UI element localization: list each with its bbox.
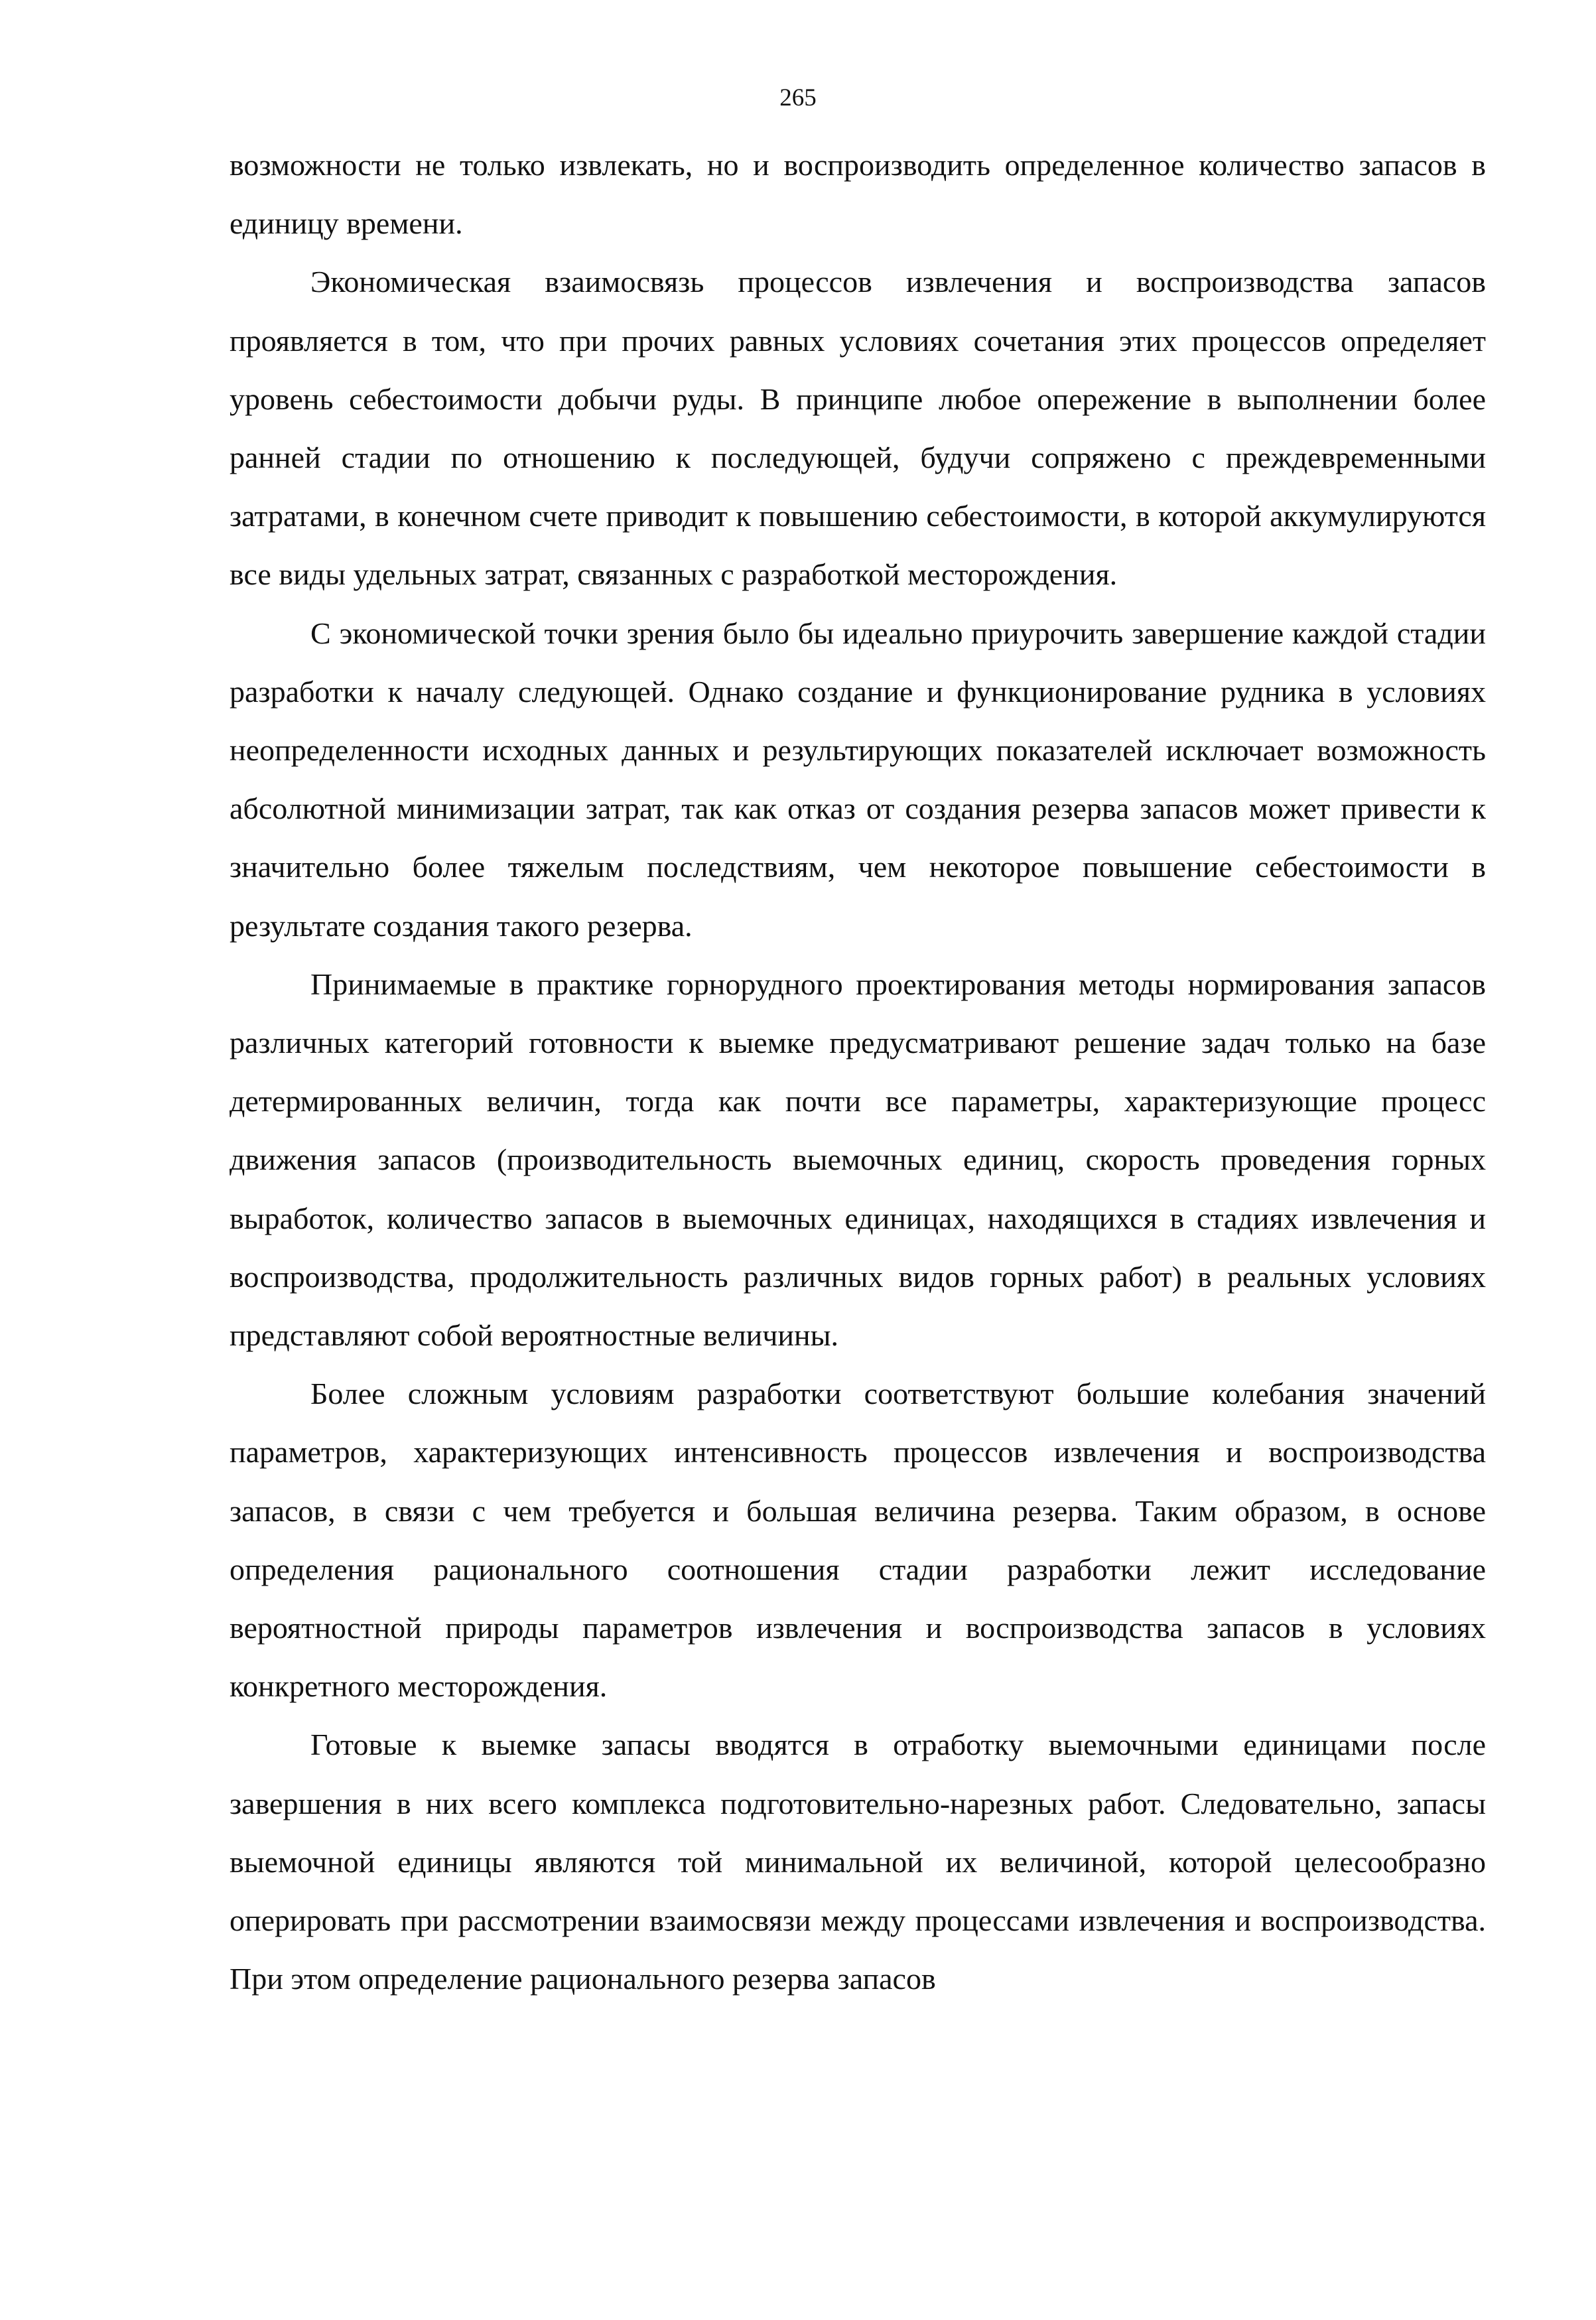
paragraph: Принимаемые в практике горнорудного проектирования методы нормирования запасов различных категорий готовности к выемке предусматривают решение задач только на базе детермированных величин, тогда как почти все параметры, характеризующие процесс движения запасов (производительность выемочных единиц, скорость проведения горных выработок, количество запасов в выемочных единицах, находящихся в стадиях извлечения и воспроизводства, продолжительность различных видов горных работ) в реальных условиях представляют собой вероятностные величины. xyxy=(230,967,1486,1353)
paragraph-continuation: возможности не только извлекать, но и воспроизводить определенное количество запасов в единицу времени. xyxy=(230,148,1486,241)
paragraph: С экономической точки зрения было бы идеально приурочить завершение каждой стадии разработки к началу следующей. Однако создание и функционирование рудника в условиях неопределенности исходных данных и результирующих показателей исключает возможность абсолютной минимизации затрат, так как отказ от создания резерва запасов может привести к значительно более тяжелым последствиям, чем некоторое повышение себестоимости в результате создания такого резерва. xyxy=(230,616,1486,943)
body-text xyxy=(230,136,1486,2009)
page-number: 265 xyxy=(779,84,817,111)
paragraph: Экономическая взаимосвязь процессов извлечения и воспроизводства запасов проявляется в том, что при прочих равных условиях сочетания этих процессов определяет уровень себестоимости добычи руды. В принципе любое опережение в выполнении более ранней стадии по отношению к последующей, будучи сопряжено с преждевременными затратами, в конечном счете приводит к повышению себестоимости, в которой аккумулируются все виды удельных затрат, связанных с разработкой месторождения. xyxy=(230,265,1486,592)
paragraph: Более сложным условиям разработки соответствуют большие колебания значений параметров, характеризующих интенсивность процессов извлечения и воспроизводства запасов, в связи с чем требуется и большая величина резерва. Таким образом, в основе определения рационального соотношения стадии разработки лежит исследование вероятностной природы параметров извлечения и воспроизводства запасов в условиях конкретного месторождения. xyxy=(230,1377,1486,1704)
paragraph: Готовые к выемке запасы вводятся в отработку выемочными единицами после завершения в них всего комплекса подготовительно-нарезных работ. Следовательно, запасы выемочной единицы являются той минимальной их величиной, которой целесообразно оперировать при рассмотрении взаимосвязи между процессами извлечения и воспроизводства. При этом определение рационального резерва запасов xyxy=(230,1728,1486,1996)
